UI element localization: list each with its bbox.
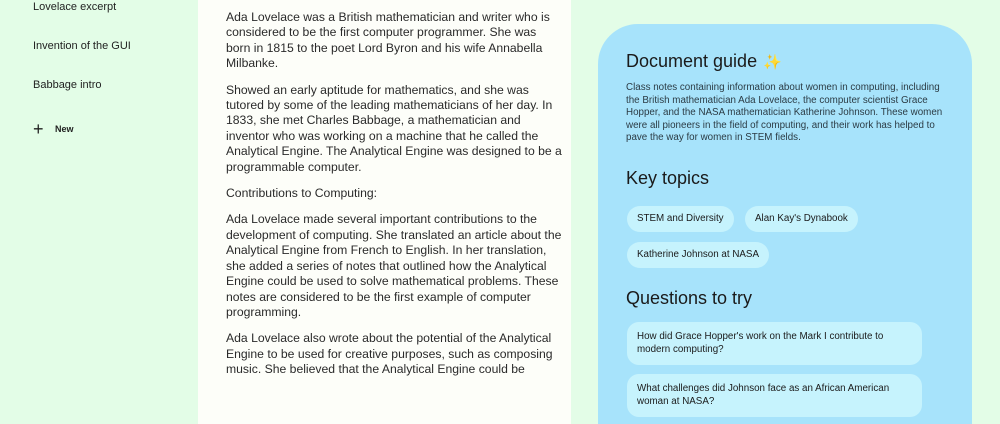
paragraph: Ada Lovelace made several important contributions to the development of computing. She translated an article about the Analytical Engine from French to English. In her translation, she added a series of notes that outlined how the Analytical Engine could be used to solve mathematical problems. These notes are considered to be the first example of computer programming. [226,212,562,319]
questions-heading: Questions to try [626,288,753,308]
paragraph: Ada Lovelace was a British mathematician and writer who is considered to be the first computer programmer. She was born in 1815 to the poet Lord Byron and his wife Annabella Milbanke. [226,10,550,71]
section-heading: Contributions to Computing: [226,186,378,201]
topic-chip[interactable]: Katherine Johnson at NASA [627,242,769,268]
document-guide-panel [598,24,972,424]
topic-chip[interactable]: Alan Kay's Dynabook [745,206,858,232]
guide-summary: Class notes containing information about women in computing, including the British mathematician Ada Lovelace, the computer scientist Grace Hopper, and the NASA mathematician Katherine Johnson. These women were all pioneers in the field of computing, and their work has helped to pave the way for women in STEM fields. [626,82,943,143]
document-text[interactable] [226,10,562,378]
paragraph: Ada Lovelace also wrote about the potential of the Analytical Engine to be used for creative purposes, such as composing music. She believed that the Analytical Engine could be [226,331,553,377]
guide-title-text: Document guide [626,51,758,71]
sidebar-item-babbage-intro[interactable]: Babbage intro [33,79,102,91]
sparkle-icon: ✨ [763,54,782,71]
sidebar-item-lovelace-excerpt[interactable]: Lovelace excerpt [33,1,117,13]
sidebar [0,0,198,424]
topic-chip[interactable]: STEM and Diversity [627,206,734,232]
new-button[interactable] [33,121,74,137]
question-card[interactable]: What challenges did Johnson face as an African American woman at NASA? [627,374,922,417]
document-panel [198,0,571,424]
plus-icon: + [33,119,44,139]
paragraph: Showed an early aptitude for mathematics, and she was tutored by some of the leading mathematicians of her day. In 1833, she met Charles Babbage, a mathematician and inventor who was working on a machine that he called the Analytical Engine. The Analytical Engine was designed to be a programmable computer. [226,82,562,174]
key-topics-heading: Key topics [626,168,710,188]
guide-title [626,51,782,72]
new-button-label: New [55,124,74,134]
question-card[interactable]: How did Grace Hopper's work on the Mark I contribute to modern computing? [627,322,922,365]
sidebar-item-invention-of-the-gui[interactable]: Invention of the GUI [33,40,131,52]
